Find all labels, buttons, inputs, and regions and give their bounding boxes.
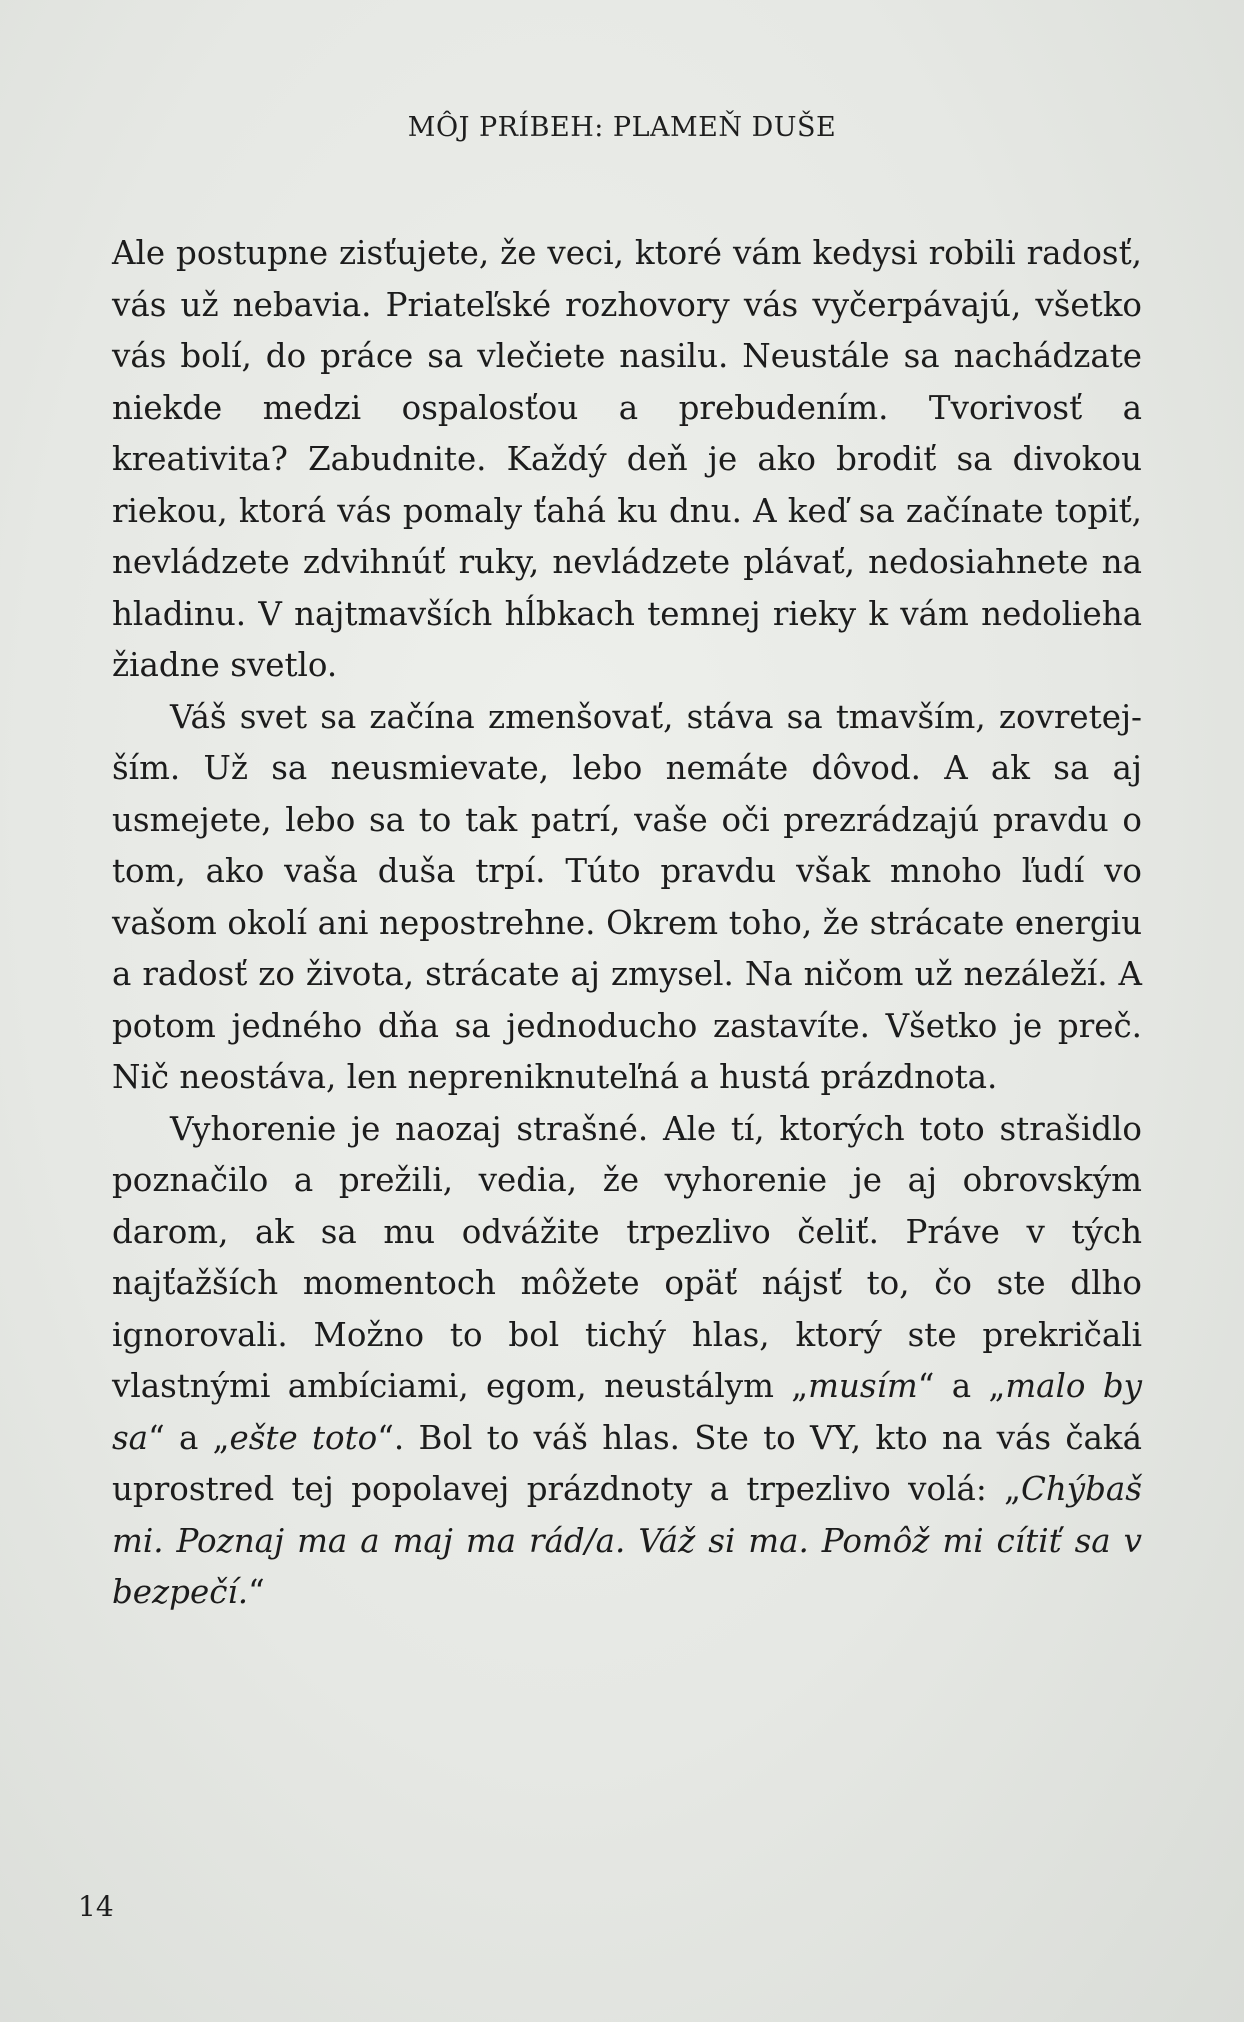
page-number: 14 xyxy=(78,1890,114,1923)
closing-quote: “ xyxy=(248,1573,265,1611)
paragraph-3 xyxy=(112,1104,1142,1619)
body-text xyxy=(112,228,1142,1619)
paragraph-text: “. Bol to váš hlas. Ste to VY, kto na vás čaká uprostred tej popolavej prázdnoty a trpezlivo volá: „ xyxy=(112,1418,1142,1508)
running-header: MÔJ PRÍBEH: PLAMEŇ DUŠE xyxy=(407,112,837,143)
italic-phrase: musím xyxy=(808,1367,918,1405)
paragraph-text: Ale postupne zisťujete, že veci, ktoré vám kedysi robili radosť, vás už nebavia. Priateľské rozhovory vás vyčerpávajú, všetko vás bolí, do práce sa vlečiete nasilu. Neustále sa nachádzate niekde medzi ospalosťou a prebudením. Tvorivosť a kreativita? Zabudnite. Každý deň je ako brodiť sa divokou riekou, ktorá vás pomaly ťahá ku dnu. A keď sa začínate topiť, nevládzete zdvihnúť ruky, nevládzete plávať, nedosiahnete na hladinu. V najtmavších hĺbkach temnej rieky k vám nedolieha žiadne svetlo. xyxy=(112,234,1142,684)
paragraph-text: “ a „ xyxy=(917,1367,1006,1405)
italic-phrase: ešte toto xyxy=(229,1418,378,1457)
paragraph-text: Váš svet sa začína zmenšovať, stáva sa tmavším, zovretejším. Už sa neusmievate, lebo nemáte dôvod. A ak sa aj usmejete, lebo sa to tak patrí, vaše oči prezrádzajú pravdu o tom, ako vaša duša trpí. Túto pravdu však mnoho ľudí vo vašom okolí ani nepostrehne. Okrem toho, že strácate energiu a radosť zo života, strácate aj zmysel. Na ničom už nezáleží. A potom jedného dňa sa jednoducho zastavíte. Všetko je preč. Nič neostáva, len nepreniknuteľná a hustá prázdnota. xyxy=(112,697,1142,1096)
italic-phrase: malo by sa xyxy=(112,1367,1142,1457)
paragraph-text: “ a „ xyxy=(148,1418,230,1457)
paragraph-text: Vyhorenie je naozaj strašné. Ale tí, ktorých toto strašidlo poznačilo a prežili, vedia, že vyhorenie je aj obrovským darom, ak sa mu odvážite trpezlivo čeliť. Práve v tých najťažších momentoch môžete opäť nájsť to, čo ste dlho ignorovali. Možno to bol tichý hlas, ktorý ste prekričali vlastnými ambíciami, egom, neustálym „ xyxy=(112,1109,1142,1405)
italic-quote: Chýbaš mi. Poznaj ma a maj ma rád/a. Váž si ma. Pomôž mi cítiť sa v bezpečí. xyxy=(112,1470,1142,1611)
paragraph-1 xyxy=(112,228,1142,692)
paragraph-2 xyxy=(112,692,1142,1104)
